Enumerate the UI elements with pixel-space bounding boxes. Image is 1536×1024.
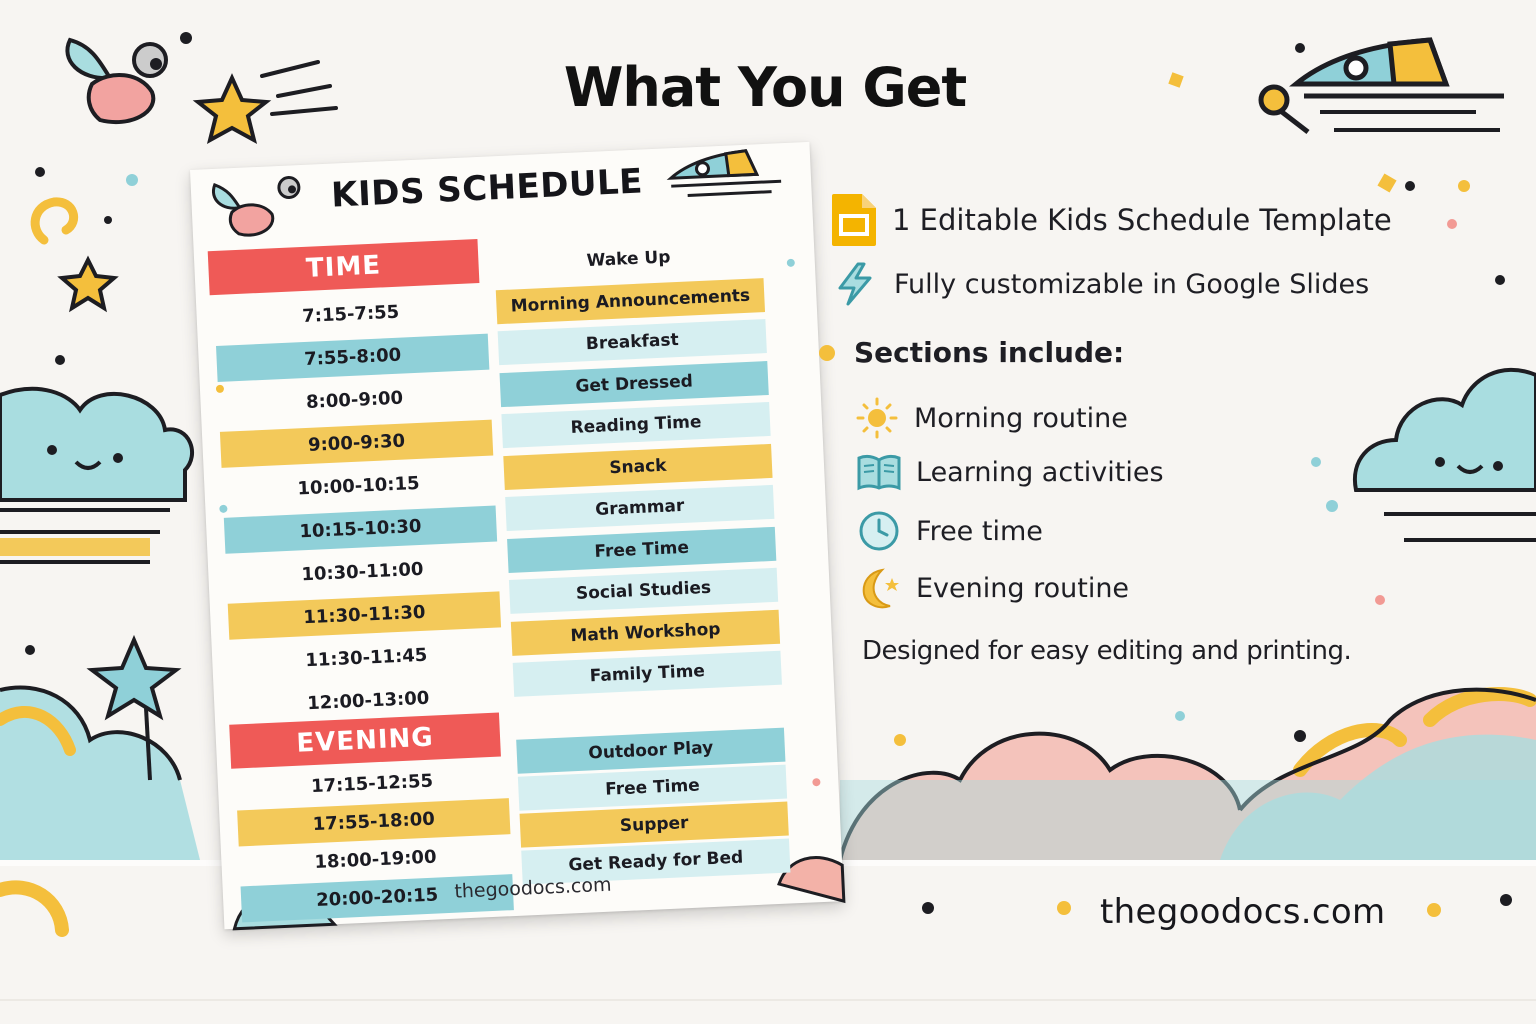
swirl-decoration xyxy=(35,202,74,240)
sections-heading-text: Sections include: xyxy=(854,336,1125,369)
activity-slot: Reading Time xyxy=(501,402,770,448)
activity-slot: Free Time xyxy=(507,526,776,572)
section-label: Morning routine xyxy=(914,402,1128,434)
activity-slot: Morning Announcements xyxy=(496,278,765,324)
sheet-rocket-icon xyxy=(670,149,782,196)
time-slot: 10:15-10:30 xyxy=(224,505,497,553)
feature-customizable xyxy=(834,262,1369,306)
feature-customizable-text: Fully customizable in Google Slides xyxy=(894,268,1370,300)
time-slot: 17:15-12:55 xyxy=(310,770,434,798)
sun-icon xyxy=(854,396,900,440)
activity-slot: Breakfast xyxy=(498,319,767,365)
time-slot: 8:00-9:00 xyxy=(305,387,404,413)
time-slot: 20:00-20:15 xyxy=(241,874,514,922)
moon-icon xyxy=(856,566,902,610)
activity-slot: Outdoor Play xyxy=(516,728,785,774)
website-link[interactable]: thegoodocs.com xyxy=(1100,892,1386,932)
feature-template xyxy=(830,192,1392,248)
time-header: TIME xyxy=(208,239,480,295)
google-slides-icon xyxy=(830,192,878,248)
page-title: What You Get xyxy=(563,56,967,119)
sheet-title: KIDS SCHEDULE xyxy=(330,161,644,216)
activity-slot: Snack xyxy=(503,443,772,489)
section-label: Evening routine xyxy=(916,572,1130,604)
feature-template-text: 1 Editable Kids Schedule Template xyxy=(892,203,1392,237)
time-slot: 18:00-19:00 xyxy=(314,846,437,874)
activity-slot: Social Studies xyxy=(509,568,778,614)
time-slot: 10:00-10:15 xyxy=(297,472,420,500)
time-slot: 7:15-7:55 xyxy=(301,301,400,328)
section-label: Learning activities xyxy=(916,456,1164,488)
right-cloud-decoration xyxy=(1355,370,1536,540)
time-slot: 10:30-11:00 xyxy=(300,558,424,586)
section-evening-routine xyxy=(856,566,1129,610)
section-learning-activities xyxy=(856,452,1164,492)
bullet-dot-icon xyxy=(818,344,836,362)
book-icon xyxy=(856,452,902,492)
activity-slot: Get Ready for Bed xyxy=(521,839,790,885)
activity-slot: Supper xyxy=(520,802,789,848)
schedule-sheet xyxy=(190,142,844,929)
sheet-footer-website: thegoodocs.com xyxy=(453,873,612,903)
activity-slot: Math Workshop xyxy=(511,609,780,655)
time-slot: 9:00-9:30 xyxy=(220,420,493,468)
left-cloud-decoration xyxy=(0,389,192,562)
sections-heading xyxy=(818,336,1124,369)
time-slot: 11:30-11:30 xyxy=(228,591,501,639)
time-slot: 7:55-8:00 xyxy=(216,334,489,382)
evening-header: EVENING xyxy=(229,713,501,769)
activity-slot: Grammar xyxy=(505,485,774,531)
star-icon xyxy=(62,260,114,308)
bottom-left-cloud-decoration xyxy=(0,687,200,930)
editing-note: Designed for easy editing and printing. xyxy=(862,636,1352,666)
time-slot: 12:00-13:00 xyxy=(306,687,430,715)
activity-slot: Free Time xyxy=(518,765,787,811)
activity-slot: Get Dressed xyxy=(500,361,769,407)
activity-slot: Family Time xyxy=(513,651,782,697)
section-label: Free time xyxy=(916,515,1043,547)
time-slot: 11:30-11:45 xyxy=(304,644,428,672)
sheet-bird-icon xyxy=(213,177,301,237)
section-morning-routine xyxy=(854,396,1128,440)
lightning-icon xyxy=(834,262,876,306)
clock-icon xyxy=(856,509,902,553)
section-free-time xyxy=(856,509,1043,553)
time-slot: 17:55-18:00 xyxy=(237,798,510,846)
activity-slot: Wake Up xyxy=(586,247,671,272)
